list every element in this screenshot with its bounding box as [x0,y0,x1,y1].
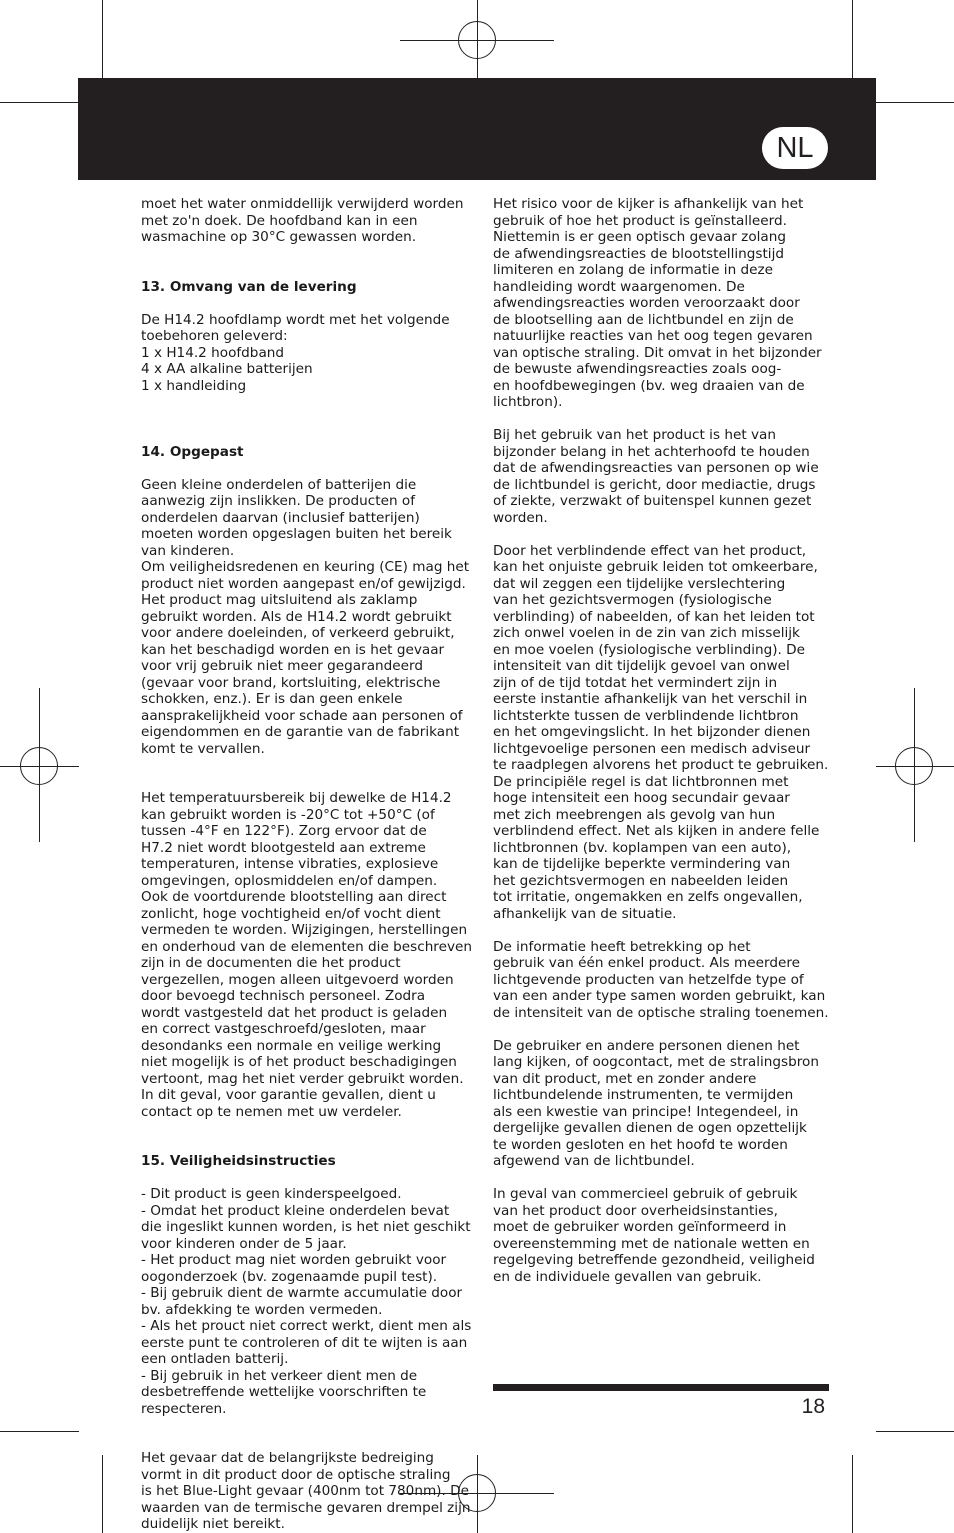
language-badge: NL [762,127,828,169]
crop-mark [0,1431,79,1432]
paragraph: In geval van commercieel gebruik of gebruik van het product door overheidsinstanties, moet de gebruiker worden geïnformeerd in overeenstemming met de nationale wetten en regelgeving betreffende gezondheid, veiligheid en de individuele gevallen van gebruik. [493,1186,815,1285]
section-caution [141,427,481,774]
section-heading: 13. Omvang van de levering [141,278,357,295]
crop-mark [102,0,103,79]
paragraph: Bij het gebruik van het product is het van bijzonder belang in het achterhoofd te houden dat de afwendingsreacties van personen op wie de lichtbundel is gericht, door mediactie, drugs of ziekte, verzwakt of buitenspel kunnen gezet worden. [493,427,819,526]
paragraph: moet het water onmiddellijk verwijderd worden met zo'n doek. De hoofdband kan in een wasmachine op 30°C gewassen worden. [141,196,464,245]
section-body: - Dit product is geen kinderspeelgoed. - Omdat het product kleine onderdelen bevat die ingeslikt kunnen worden, is het niet geschikt voor kinderen onder de 5 jaar. - Het product mag niet worden gebruikt voor oogonderzoek (bv. zogenaamde pupil test). - Bij gebruik dient de warmte accumulatie door bv. afdekking te worden vermeden. - Als het prouct niet correct werkt, dient men als eerste punt te controleren of dit te wijten is aan een ontladen batterij. - Bij gebruik in het verkeer dient men de desbetreffende wettelijke voorschriften te respecteren. [141,1186,472,1417]
paragraph: De informatie heeft betrekking op het gebruik van één enkel product. Als meerdere lichtgevende producten van hetzelfde type of van een ander type samen worden gebruikt, kan de intensiteit van de optische straling toenemen. [493,938,829,1021]
paragraph: Door het verblindende effect van het product, kan het onjuiste gebruik leiden tot omkeerbare, dat wil zeggen een tijdelijke verslechtering van het gezichtsvermogen (fysiologische verblinding) of nabeelden, of kan het leiden tot zich onwel voelen in de zin van zich misselijk en moe voelen (fysiologische verblinding). De intensiteit van dit tijdelijk gevoel van onwel zijn of de tijd totdat het vermindert zijn in eerste instantie afhankelijk van het verschil in lichtsterkte tussen de verblindende lichtbron en het omgevingslicht. In het bijzonder dienen lichtgevoelige personen een medisch adviseur te raadplegen alvorens het product te gebruiken. De principiële regel is dat lichtbronnen met hoge intensiteit een hoog secundair gevaar met zich meebrengen als gevolg van hun verblindend effect. Net als kijken in andere felle lichtbronnen (bv. koplampen van een auto), kan de tijdelijke beperkte vermindering van het gezichtsvermogen en nabeelden leiden tot irritatie, ongemakken en zelfs ongevallen, afhankelijk van de situatie. [493,542,829,922]
section-body: Geen kleine onderdelen of batterijen die aanwezig zijn inslikken. De producten of onderdelen daarvan (inclusief batterijen) moeten worden opgeslagen buiten het bereik van kinderen. Om veiligheidsredenen en keuring (CE) mag het product niet worden aangepast en/of gewijzigd. Het product mag uitsluitend als zaklamp gebruikt worden. Als de H14.2 wordt gebruikt voor andere doeleinden, of verkeerd gebruikt, kan het beschadigd worden en is het gevaar voor vrij gebruik niet meer gegarandeerd (gevaar voor brand, kortsluiting, elektrische schokken, enz.). Er is dan geen enkele aansprakelijkheid voor schade aan personen of eigendommen en de garantie van de fabrikant komt te vervallen. [141,476,470,757]
footer-rule [493,1384,829,1391]
section-delivery-scope [141,262,481,411]
crop-mark [876,102,954,103]
crop-mark [0,102,79,103]
paragraph: Het gevaar dat de belangrijkste bedreiging vormt in dit product door de optische straling is het Blue-Light gevaar (400nm tot 780nm). De waarden van de termische gevaren drempel zijn duidelijk niet bereikt. [141,1450,471,1532]
registration-circle [458,21,496,59]
right-column [493,196,833,1285]
page-number: 18 [801,1395,825,1418]
paragraph: De gebruiker en andere personen dienen het lang kijken, of oogcontact, met de stralingsbron van dit product, met en zonder andere lichtbundelende instrumenten, te vermijden als een kwestie van principe! Integendeel, in dergelijke gevallen dienen de ogen opzettelijk te worden gesloten en het hoofd te worden afgewend van de lichtbundel. [493,1037,819,1169]
section-safety-instructions [141,1137,481,1434]
paragraph: Het risico voor de kijker is afhankelijk van het gebruik of hoe het product is geïnstalleerd. Niettemin is er geen optisch gevaar zolang de afwendingsreacties de blootstellingstijd limiteren en zolang de informatie in deze handleiding wordt waargenomen. De afwendingsreacties worden veroorzaakt door de blootselling aan de lichtbundel en zijn de natuurlijke reacties van het oog tegen gevaren van optische straling. Dit omvat in het bijzonder de bewuste afwendingsreacties zoals oog- en hoofdbewegingen (bv. weg draaien van de lichtbron). [493,196,822,410]
header-banner [78,78,876,180]
crop-mark [102,1455,103,1533]
registration-circle [895,747,933,785]
crop-mark [852,0,853,79]
crop-mark [852,1455,853,1533]
crop-mark [876,1431,954,1432]
registration-circle [20,747,58,785]
section-heading: 15. Veiligheidsinstructies [141,1153,336,1169]
section-body: De H14.2 hoofdlamp wordt met het volgende toebehoren geleverd: 1 x H14.2 hoofdband 4 x AA alkaline batterijen 1 x handleiding [141,311,450,394]
section-heading: 14. Opgepast [141,443,244,460]
left-column [141,196,481,1533]
paragraph: Het temperatuursbereik bij dewelke de H14.2 kan gebruikt worden is -20°C tot +50°C (of tussen -4°F en 122°F). Zorg ervoor dat de H7.2 niet wordt blootgesteld aan extreme temperaturen, intense vibraties, explosieve omgevingen, oplosmiddelen en/of dampen. Ook de voortdurende blootstelling aan direct zonlicht, hoge vochtigheid en/of vocht dient vermeden te worden. Wijzigingen, herstellingen en onderhoud van de elementen die beschreven zijn in de documenten die het product vergezellen, mogen alleen uitgevoerd worden door bevoegd technisch personeel. Zodra wordt vastgesteld dat het product is geladen en correct vastgeschroefd/gesloten, maar desondanks een normale en veilige werking niet mogelijk is of het product beschadigingen vertoont, mag het niet verder gebruikt worden. In dit geval, voor garantie gevallen, dient u contact op te nemen met uw verdeler. [141,790,472,1120]
